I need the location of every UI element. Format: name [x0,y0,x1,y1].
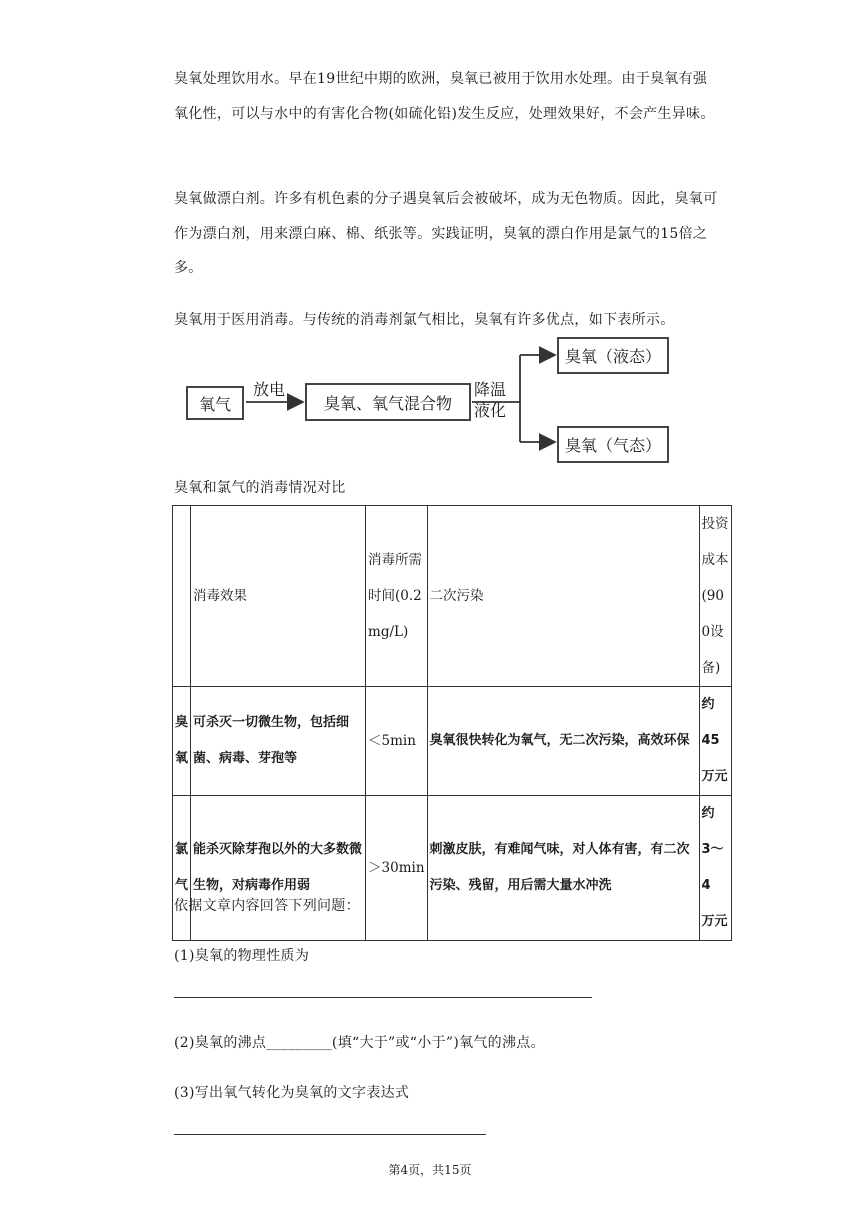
cost-prefix: 约 [701,697,715,712]
paragraph-ozone-water: 臭氧处理饮用水。早在19世纪中期的欧洲，臭氧已被用于饮用水处理。由于臭氧有强氧化性，可以与水中的有害化合物(如硫化铅)发生反应，处理效果好，不会产生异味。 [174,71,715,122]
disinfection-comparison-table [172,505,732,941]
ozone-flow-diagram [174,334,694,474]
mixture-box: 臭氧、氧气混合物 [305,383,471,421]
row-pollution: 刺激皮肤，有难闻气味，对人体有害，有二次污染、残留，用后需大量水冲洗 [427,796,699,941]
table-caption: 臭氧和氯气的消毒情况对比 [174,480,346,496]
row-pollution: 臭氧很快转化为氧气，无二次污染，高效环保 [427,687,699,796]
table-row [173,687,732,796]
row-name: 臭氧 [173,687,191,796]
cooling-label-2: 液化 [474,401,507,420]
row-time: ＞30min [366,796,428,941]
gas-ozone-box: 臭氧（气态） [557,426,669,463]
discharge-label: 放电 [253,380,286,399]
question-1: (1)臭氧的物理性质为 [174,948,310,964]
row-effect: 可杀灭一切微生物，包括细菌、病毒、芽孢等 [191,687,366,796]
cooling-label-1: 降温 [474,380,507,399]
questions-intro: 依据文章内容回答下列问题： [174,898,360,914]
header-pollution: 二次污染 [427,506,699,687]
question-3: (3)写出氧气转化为臭氧的文字表达式 [174,1085,410,1101]
oxygen-box: 氧气 [186,386,244,420]
header-effect: 消毒效果 [191,506,366,687]
cost-number: 3～4 [701,842,724,893]
header-empty-cell [173,506,191,687]
cost-prefix: 约 [701,806,715,821]
row-time: ＜5min [366,687,428,796]
row-name: 氯气 [173,796,191,941]
liquid-ozone-box: 臭氧（液态） [557,337,669,374]
page-number-footer: 第4页，共15页 [388,1163,472,1177]
row-cost [699,687,731,796]
question-2: (2)臭氧的沸点_________(填“大于”或“小于”)氧气的沸点。 [174,1035,545,1051]
answer-line-1 [174,997,592,998]
answer-line-3 [174,1134,486,1135]
header-cost: 投资成本(900设备) [699,506,731,687]
cost-number: 45 [701,733,720,748]
paragraph-ozone-disinfect: 臭氧用于医用消毒。与传统的消毒剂氯气相比，臭氧有许多优点，如下表所示。 [174,312,675,328]
row-cost [699,796,731,941]
header-time: 消毒所需时间(0.2mg/L) [366,506,428,687]
table-row [173,796,732,941]
paragraph-ozone-bleach: 臭氧做漂白剂。许多有机色素的分子遇臭氧后会被破坏，成为无色物质。因此，臭氧可作为漂白剂，用来漂白麻、棉、纸张等。实践证明，臭氧的漂白作用是氯气的15倍之多。 [174,191,718,276]
cost-unit: 万元 [701,914,728,929]
cost-unit: 万元 [701,769,728,784]
table-header-row [173,506,732,687]
row-effect: 能杀灭除芽孢以外的大多数微生物，对病毒作用弱 [191,796,366,941]
